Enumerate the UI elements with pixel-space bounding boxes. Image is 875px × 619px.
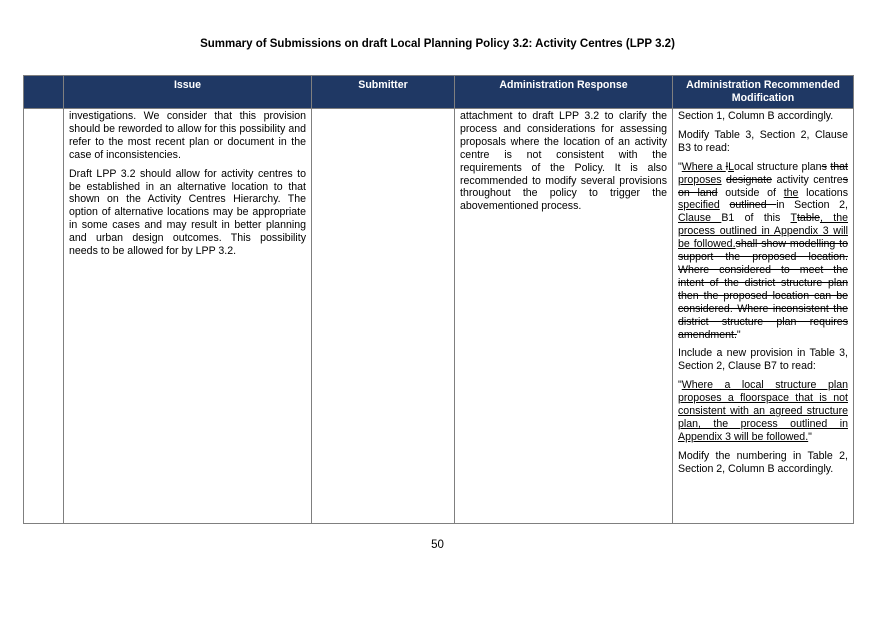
inserted-text: Clause: [678, 212, 722, 225]
deleted-text: s on land: [678, 173, 848, 199]
quote-open: ": [678, 160, 682, 173]
header-submitter: Submitter: [312, 76, 455, 109]
document-title: Summary of Submissions on draft Local Planning Policy 3.2: Activity Centres (LPP 3.2): [200, 38, 675, 50]
quote-close: ": [808, 430, 812, 443]
header-recommended-modification: Administration Recommended Modification: [673, 76, 854, 109]
deleted-text: table: [796, 212, 820, 225]
inserted-text: T: [790, 212, 797, 225]
cell-administration-response: [455, 109, 673, 524]
inserted-text: specified: [678, 199, 720, 212]
inserted-text: L: [728, 160, 735, 173]
plain-text: outside of: [717, 186, 784, 199]
plain-text: locations: [798, 186, 848, 199]
cell-issue: [64, 109, 312, 524]
cell-recommended-modification: [673, 109, 854, 524]
quote-open: ": [678, 379, 682, 392]
inserted-text: the: [783, 186, 799, 199]
header-number: [24, 76, 64, 109]
deleted-text: outlined: [729, 199, 777, 212]
table-header-row: [24, 76, 854, 109]
deleted-text: s: [821, 160, 827, 173]
modification-paragraph-2: Modify Table 3, Section 2, Clause B3 to read:: [678, 128, 848, 154]
issue-paragraph-1: investigations. We consider that this provision should be reworded to allow for this possibility and refer to the most recent plan or document in the case of inconsistencies.: [69, 110, 306, 161]
cell-submitter: [312, 109, 455, 524]
inserted-text: Where a: [681, 160, 726, 173]
modification-paragraph-6: Modify the numbering in Table 2, Section 2, Column B accordingly.: [678, 449, 848, 475]
deleted-text: that: [830, 160, 848, 173]
inserted-text: Where a local structure plan proposes a floorspace that is not consistent with an agreed structure plan, the process outlined in Appendix 3 will be followed.: [678, 379, 848, 443]
issue-paragraph-2: Draft LPP 3.2 should allow for activity centres to be established in an alternative location to that shown on the Activity Centres Hierarchy. The option of alternative locations may be appropriate in some cases and may result in better planning and urban design outcomes. This possibility needs to be allowed for by LPP 3.2.: [69, 167, 306, 258]
inserted-text: proposes: [678, 173, 722, 186]
page-number: 50: [431, 539, 444, 551]
modification-clause-b7-text: [678, 379, 848, 444]
response-paragraph: attachment to draft LPP 3.2 to clarify the process and considerations for assessing proposals where the location of an activity centre is not consistent with the requirements of the Policy. It is also recommended to modify several provisions throughout the policy to trigger the abovementioned process.: [460, 110, 667, 213]
deleted-text: designate: [726, 173, 772, 186]
cell-number: [24, 109, 64, 524]
modification-paragraph-1: Section 1, Column B accordingly.: [678, 110, 834, 122]
plain-text: in Section 2,: [776, 199, 848, 212]
quote-close: ": [736, 328, 741, 341]
plain-text: activity centre: [772, 173, 843, 186]
deleted-text: l: [725, 160, 729, 173]
submissions-table: [23, 75, 854, 524]
inserted-text: , the process outlined in Appendix 3 will be followed.: [678, 212, 848, 251]
header-administration-response: Administration Response: [455, 76, 673, 109]
header-issue: Issue: [64, 76, 312, 109]
modification-clause-b3-text: [678, 161, 848, 342]
plain-text: ocal structure plan: [734, 160, 822, 173]
table-row: [24, 109, 854, 524]
plain-text: B1 of this: [721, 212, 791, 225]
deleted-text: shall show modelling to support the proposed location. Where considered to meet the intent of the district structure plan then the proposed location can be considered. Where inconsistent the district structure plan requires amendment.: [678, 238, 849, 341]
modification-paragraph-4: Include a new provision in Table 3, Section 2, Clause B7 to read:: [678, 347, 848, 373]
